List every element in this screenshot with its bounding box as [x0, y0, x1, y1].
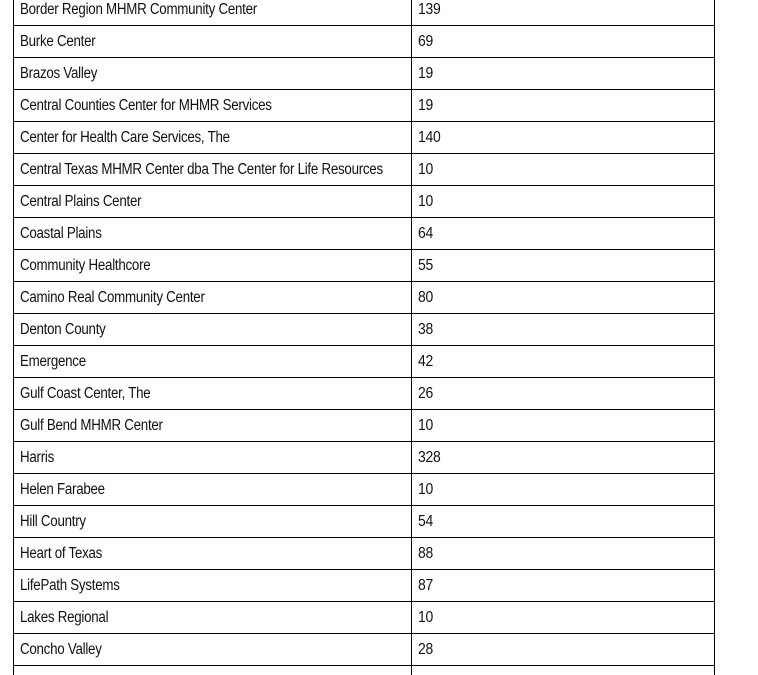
center-name-cell	[14, 26, 412, 58]
table-row	[14, 410, 715, 442]
count-cell	[412, 506, 715, 538]
count-value: 10	[418, 416, 433, 434]
count-value: 19	[418, 64, 433, 82]
table-row	[14, 282, 715, 314]
center-name-cell	[14, 122, 412, 154]
count-value: 28	[418, 640, 433, 658]
count-value: 42	[418, 352, 433, 370]
count-cell	[412, 602, 715, 634]
center-name: Gulf Bend MHMR Center	[20, 416, 163, 434]
center-name-cell	[14, 218, 412, 250]
table-row	[14, 474, 715, 506]
table-row	[14, 602, 715, 634]
center-name-cell	[14, 378, 412, 410]
count-value: 10	[418, 608, 433, 626]
count-cell	[412, 186, 715, 218]
count-value: 139	[418, 0, 441, 18]
center-name-cell	[14, 410, 412, 442]
count-cell	[412, 442, 715, 474]
table-row	[14, 506, 715, 538]
center-name: Coastal Plains	[20, 224, 102, 242]
count-cell	[412, 378, 715, 410]
center-name: Community Healthcore	[20, 256, 151, 274]
count-value: 19	[418, 96, 433, 114]
center-name-cell	[14, 442, 412, 474]
count-value: 328	[418, 448, 441, 466]
table-row	[14, 90, 715, 122]
table-row	[14, 26, 715, 58]
center-name: Border Region MHMR Community Center	[20, 0, 257, 18]
center-name-cell	[14, 154, 412, 186]
center-name: Hill Country	[20, 512, 86, 530]
center-name: Camino Real Community Center	[20, 288, 205, 306]
center-name-cell	[14, 90, 412, 122]
center-name-cell	[14, 186, 412, 218]
table-row	[14, 634, 715, 666]
count-cell	[412, 474, 715, 506]
center-name-cell	[14, 602, 412, 634]
table-row	[14, 218, 715, 250]
table-row	[14, 570, 715, 602]
center-name-cell	[14, 346, 412, 378]
center-name-cell	[14, 538, 412, 570]
count-value: 69	[418, 32, 433, 50]
table-row	[14, 538, 715, 570]
count-value: 80	[418, 288, 433, 306]
center-name: Brazos Valley	[20, 64, 98, 82]
center-name: Harris	[20, 448, 54, 466]
count-cell	[412, 410, 715, 442]
count-cell	[412, 90, 715, 122]
count-cell	[412, 634, 715, 666]
table-row	[14, 0, 715, 26]
count-value: 10	[418, 480, 433, 498]
center-name: Lakes Regional	[20, 608, 109, 626]
count-cell	[412, 666, 715, 675]
count-value: 38	[418, 320, 433, 338]
table-body	[14, 0, 715, 675]
center-name: Concho Valley	[20, 640, 102, 658]
count-cell	[412, 538, 715, 570]
count-value: 10	[418, 160, 433, 178]
center-name: Center for Health Care Services, The	[20, 128, 230, 146]
count-cell	[412, 122, 715, 154]
center-name-cell	[14, 58, 412, 90]
count-cell	[412, 218, 715, 250]
table-row	[14, 154, 715, 186]
count-value: 140	[418, 128, 441, 146]
data-table	[13, 0, 715, 675]
center-name-cell	[14, 282, 412, 314]
count-value: 87	[418, 576, 433, 594]
count-cell	[412, 250, 715, 282]
center-name: LifePath Systems	[20, 576, 120, 594]
center-name: Central Texas MHMR Center dba The Center for Life Resources	[20, 160, 383, 178]
table-row	[14, 442, 715, 474]
center-name-cell	[14, 634, 412, 666]
center-name-cell	[14, 570, 412, 602]
center-name-cell	[14, 314, 412, 346]
table-row	[14, 250, 715, 282]
center-name-cell	[14, 0, 412, 26]
count-cell	[412, 154, 715, 186]
center-name: Denton County	[20, 320, 106, 338]
count-cell	[412, 346, 715, 378]
center-name: Central Counties Center for MHMR Services	[20, 96, 272, 114]
table-row	[14, 666, 715, 675]
count-cell	[412, 26, 715, 58]
count-cell	[412, 570, 715, 602]
center-name-cell	[14, 506, 412, 538]
count-cell	[412, 314, 715, 346]
center-name: Central Plains Center	[20, 192, 142, 210]
count-cell	[412, 0, 715, 26]
table-row	[14, 378, 715, 410]
center-name: Emergence	[20, 352, 86, 370]
center-name: Helen Farabee	[20, 480, 105, 498]
table-row	[14, 58, 715, 90]
table-row	[14, 186, 715, 218]
center-name-cell	[14, 250, 412, 282]
table-row	[14, 122, 715, 154]
count-value: 54	[418, 512, 433, 530]
count-value: 88	[418, 544, 433, 562]
center-name: Heart of Texas	[20, 544, 103, 562]
table-row	[14, 346, 715, 378]
center-name: Gulf Coast Center, The	[20, 384, 151, 402]
count-value: 64	[418, 224, 433, 242]
center-name-cell	[14, 666, 412, 675]
count-value: 10	[418, 192, 433, 210]
count-cell	[412, 58, 715, 90]
table-row	[14, 314, 715, 346]
center-name: Burke Center	[20, 32, 96, 50]
center-name-cell	[14, 474, 412, 506]
count-value: 55	[418, 256, 433, 274]
count-value: 26	[418, 384, 433, 402]
count-cell	[412, 282, 715, 314]
